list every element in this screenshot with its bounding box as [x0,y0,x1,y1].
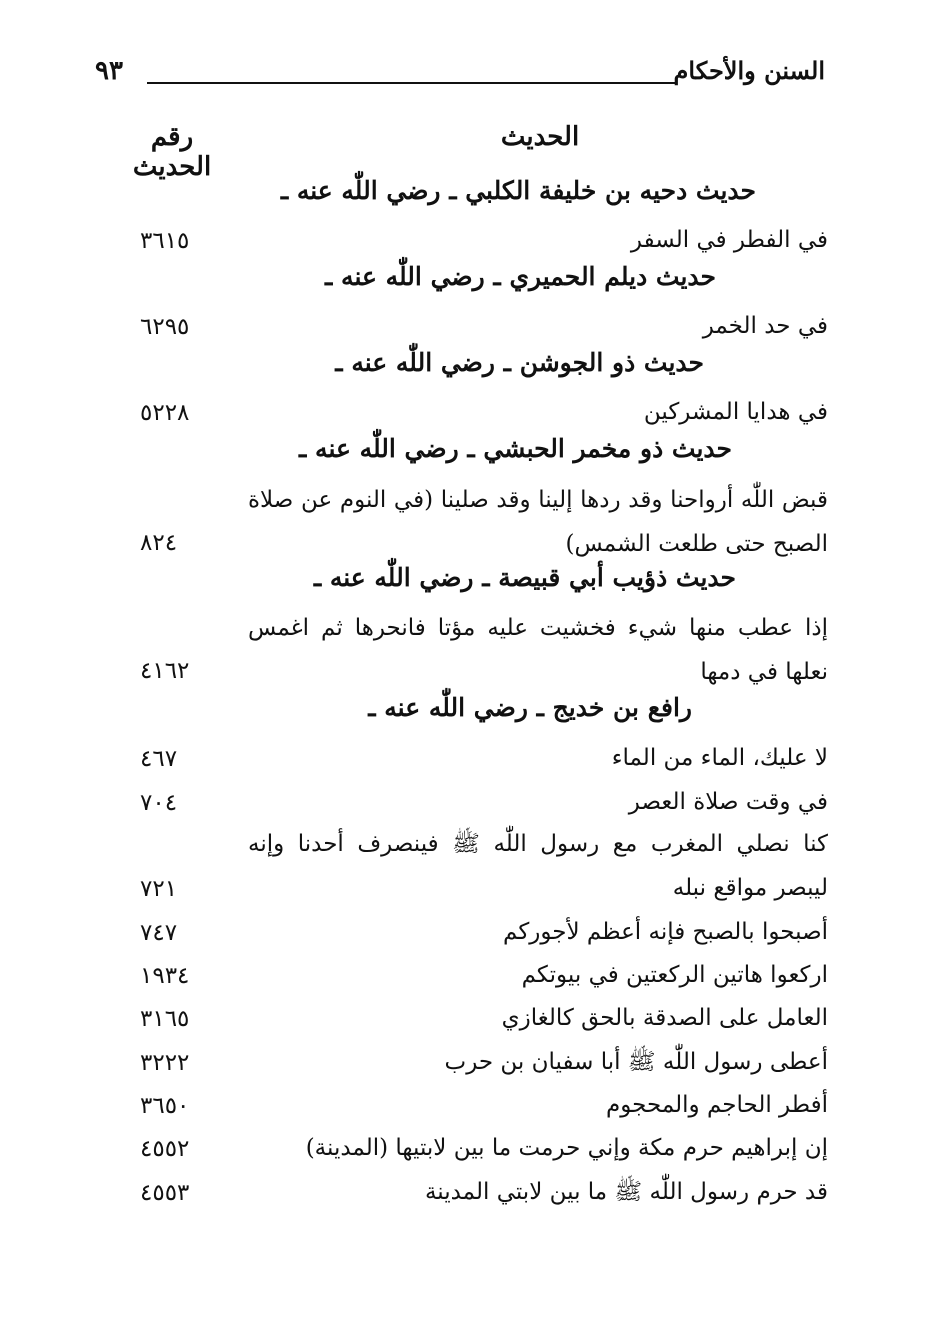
list-item-text: قد حرم رسول اللّٰه ﷺ ما بين لابتي المدينة [424,1179,828,1205]
hadith-number: ٧٢١ [140,876,178,902]
hadith-number: ٤٥٥٣ [140,1180,190,1206]
list-item-text: إن إبراهيم حرم مكة وإني حرمت ما بين لابتيها (المدينة) [305,1135,828,1161]
column-header-hadith: الحديث [500,122,580,152]
section-heading: حديث ذؤيب أبي قبيصة ـ رضي اللّٰه عنه ـ [313,563,736,592]
column-header-number: رقم الحديث [132,122,212,182]
section-heading: حديث ذو الجوشن ـ رضي اللّٰه عنه ـ [335,348,704,377]
list-item-text: لا عليك، الماء من الماء [611,745,828,771]
hadith-number: ٧٠٤ [140,790,178,816]
hadith-number: ٣٦١٥ [140,228,190,254]
list-item-text: كنا نصلي المغرب مع رسول اللّٰه ﷺ فينصرف أحدنا وإنه ليبصر مواقع نبله [248,831,828,901]
list-item-text: اركعوا هاتين الركعتين في بيوتكم [521,962,828,988]
hadith-number: ٣١٦٥ [140,1006,190,1032]
hadith-number: ٥٢٢٨ [140,400,190,426]
section-heading: حديث ذو مخمر الحبشي ـ رضي اللّٰه عنه ـ [299,434,732,463]
section-heading: حديث دحيه بن خليفة الكلبي ـ رضي اللّٰه عنه ـ [280,176,756,205]
hadith-number: ٦٢٩٥ [140,314,190,340]
list-item-text: أعطى رسول اللّٰه ﷺ أبا سفيان بن حرب [444,1049,828,1075]
section-heading: حديث ديلم الحميري ـ رضي اللّٰه عنه ـ [325,262,716,291]
hadith-number: ٣٢٢٢ [140,1050,190,1076]
hadith-number: ٨٢٤ [140,530,178,556]
page-number: ٩٣ [95,56,123,86]
list-item-text: في حد الخمر [702,313,828,339]
hadith-number: ٤٦٧ [140,746,178,772]
list-item-text: قبض اللّٰه أرواحنا وقد ردها إلينا وقد صلينا (في النوم عن صلاة الصبح حتى طلعت الشمس) [248,487,828,557]
hadith-number: ١٩٣٤ [140,963,190,989]
hadith-number: ٤١٦٢ [140,658,190,684]
hadith-number: ٤٥٥٢ [140,1136,190,1162]
list-item-text: في الفطر في السفر [630,227,828,253]
list-item-text: العامل على الصدقة بالحق كالغازي [501,1005,828,1031]
list-item-text: إذا عطب منها شيء فخشيت عليه مؤتا فانحرها ثم اغمس نعلها في دمها [248,615,828,685]
list-item-text: في وقت صلاة العصر [628,789,828,815]
hadith-number: ٧٤٧ [140,920,178,946]
list-item-text: أفطر الحاجم والمحجوم [606,1092,828,1118]
header-rule [147,82,675,84]
book-title: السنن والأحكام [673,56,825,85]
section-heading: رافع بن خديج ـ رضي اللّٰه عنه ـ [368,693,692,722]
list-item-text: في هدايا المشركين [643,399,828,425]
list-item-text: أصبحوا بالصبح فإنه أعظم لأجوركم [503,919,828,945]
running-header [95,52,825,92]
hadith-number: ٣٦٥٠ [140,1093,190,1119]
